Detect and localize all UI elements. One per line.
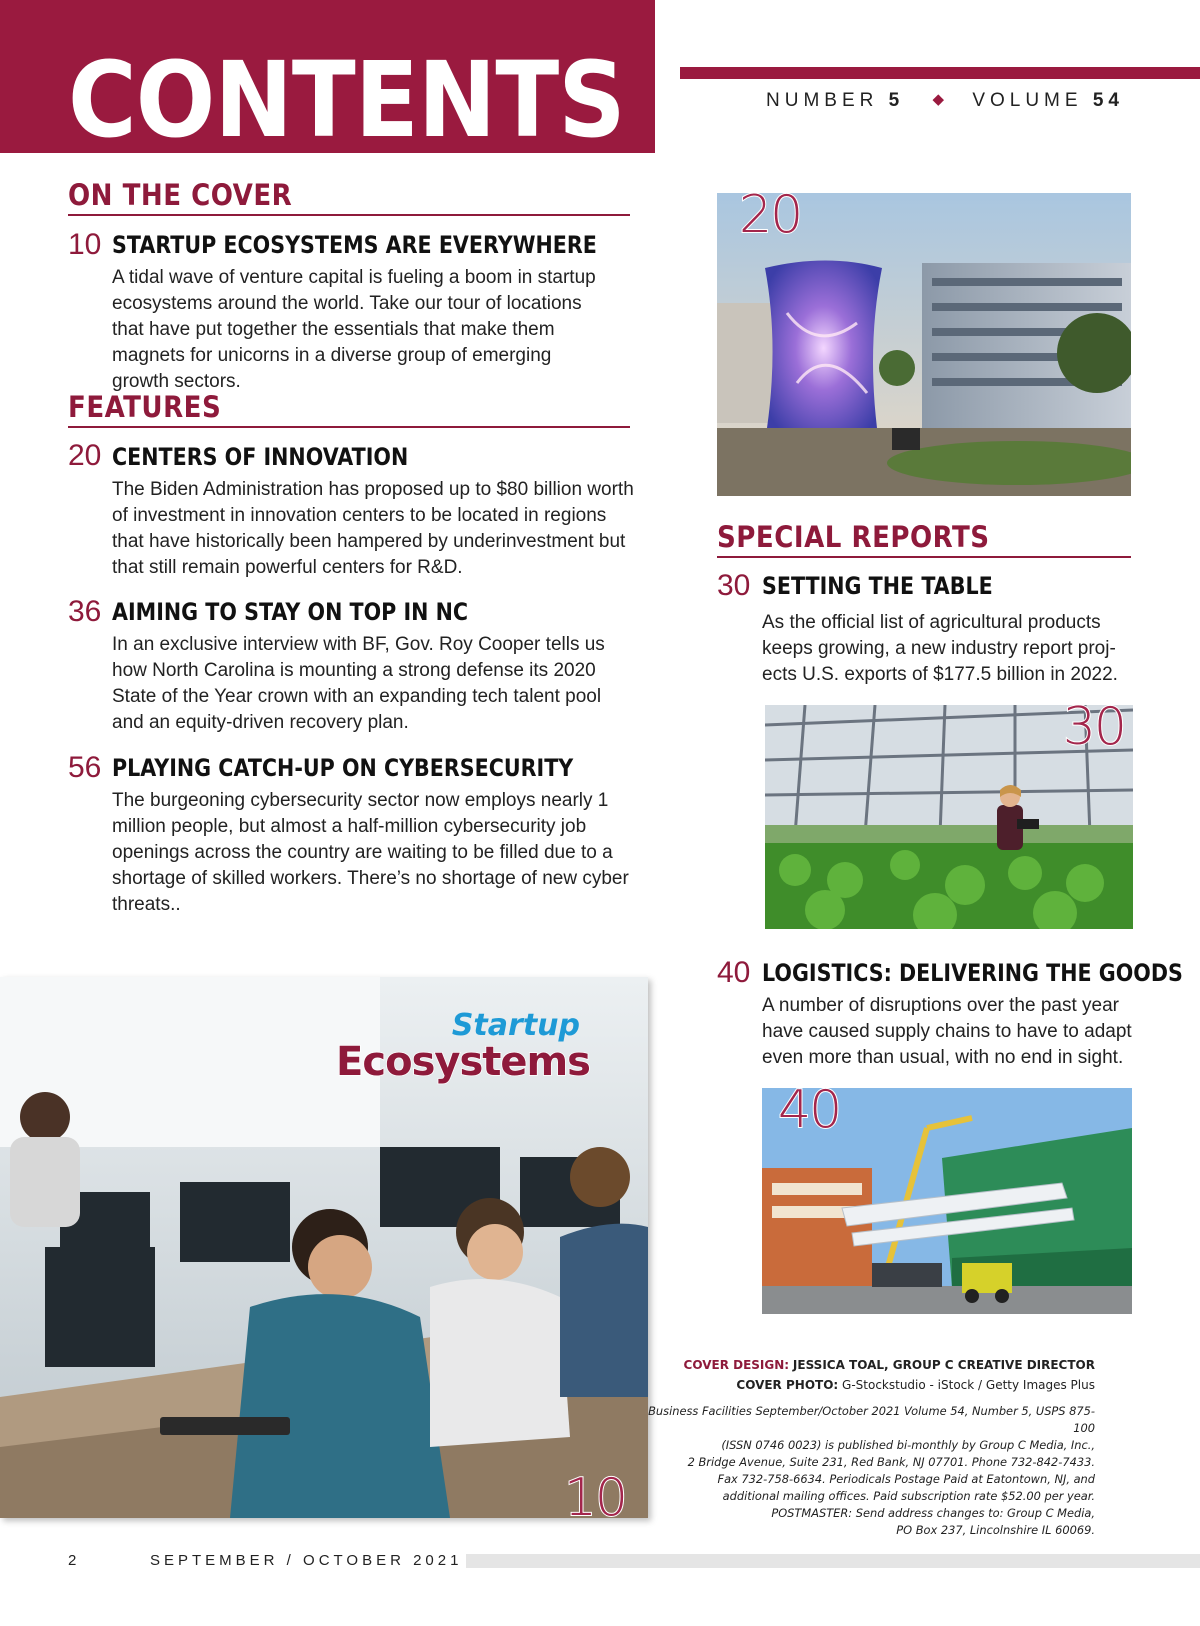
photo-page-number: 40 xyxy=(778,1088,841,1140)
cover-title-startup: Startup xyxy=(451,1008,580,1043)
header-banner xyxy=(0,0,655,153)
credits-block xyxy=(635,1355,1095,1539)
article-title[interactable]: CENTERS OF INNOVATION xyxy=(112,443,409,471)
page-title: CONTENTS xyxy=(68,39,625,153)
article-page-number: 36 xyxy=(68,595,102,628)
section-heading-features: FEATURES xyxy=(68,392,630,428)
cover-design-label: COVER DESIGN: xyxy=(683,1358,790,1372)
article-description: A number of disruptions over the past year have caused supply chains to have to adapt even more than usual, with no end in sight. xyxy=(762,995,1132,1068)
imprint-line: Business Facilities September/October 2021 Volume 54, Number 5, USPS 875-100 xyxy=(648,1404,1095,1435)
article-page-number: 10 xyxy=(68,228,102,261)
cover-photo-label: COVER PHOTO: xyxy=(736,1378,839,1392)
article-description: A tidal wave of venture capital is fueling a boom in startup ecosystems around the world. Take our tour of locations that have put together the essentials that make them magnets for unicorns in a diverse group of emerging growth sectors. xyxy=(112,267,596,392)
cover-image xyxy=(0,977,648,1518)
section-heading-special-reports: SPECIAL REPORTS xyxy=(717,522,1131,558)
cover-design-name: JESSICA TOAL, GROUP C CREATIVE DIRECTOR xyxy=(792,1358,1095,1372)
article-description: In an exclusive interview with BF, Gov. Roy Cooper tells us how North Carolina is mounting a strong defense its 2020 State of the Year crown with an expanding tech talent pool and an equity-driven recovery plan. xyxy=(112,634,605,733)
imprint-line: PO Box 237, Lincolnshire IL 60069. xyxy=(896,1523,1095,1537)
photo-page-number: 20 xyxy=(739,193,802,245)
issue-date: SEPTEMBER / OCTOBER 2021 xyxy=(150,1552,463,1569)
article-title[interactable]: STARTUP ECOSYSTEMS ARE EVERYWHERE xyxy=(112,231,597,259)
imprint-line: additional mailing offices. Paid subscription rate $52.00 per year. xyxy=(722,1489,1095,1503)
photo-page-number: 10 xyxy=(563,1468,626,1518)
cover-photo-credit xyxy=(635,1375,1095,1395)
article-title[interactable]: PLAYING CATCH-UP ON CYBERSECURITY xyxy=(112,754,574,782)
header-rule xyxy=(680,67,1200,79)
page-number: 2 xyxy=(68,1552,77,1569)
article-description: As the official list of agricultural products keeps growing, a new industry report proj-ects U.S. exports of $177.5 billion in 2022. xyxy=(762,612,1118,685)
number-value: 5 xyxy=(888,90,905,111)
publication-imprint xyxy=(635,1403,1095,1539)
imprint-line: 2 Bridge Avenue, Suite 231, Red Bank, NJ 07701. Phone 732-842-7433. xyxy=(687,1455,1095,1469)
volume-label: VOLUME xyxy=(972,90,1083,111)
article-page-number: 20 xyxy=(68,439,102,472)
imprint-line: Fax 732-758-6634. Periodicals Postage Paid at Eatontown, NJ, and xyxy=(717,1472,1095,1486)
cover-title-ecosystems: Ecosystems xyxy=(336,1039,590,1085)
photo-innovation-center xyxy=(717,193,1131,496)
article-description: The Biden Administration has proposed up to $80 billion worth of investment in innovation centers to be located in regions that have historically been hampered by underinvestment but that still remain powerful centers for R&D. xyxy=(112,479,634,578)
article-page-number: 56 xyxy=(68,751,102,784)
article-description: The burgeoning cybersecurity sector now employs nearly 1 million people, but almost a half-million cybersecurity job openings across the country are waiting to be filled due to a shortage of skilled workers. There’s no shortage of new cyber threats.. xyxy=(112,790,629,915)
article-title[interactable]: LOGISTICS: DELIVERING THE GOODS xyxy=(762,959,1183,987)
imprint-line: POSTMASTER: Send address changes to: Group C Media, xyxy=(771,1506,1095,1520)
cover-design-credit xyxy=(635,1355,1095,1375)
photo-greenhouse xyxy=(765,705,1133,929)
cover-title xyxy=(0,1008,590,1085)
photo-port-logistics xyxy=(762,1088,1132,1314)
article-page-number: 30 xyxy=(717,569,751,602)
article-title[interactable]: AIMING TO STAY ON TOP IN NC xyxy=(112,598,469,626)
cover-photo-name: G-Stockstudio - iStock / Getty Images Plus xyxy=(842,1378,1095,1392)
article-title[interactable]: SETTING THE TABLE xyxy=(762,572,993,600)
article-page-number: 40 xyxy=(717,956,751,989)
issue-info xyxy=(700,90,1190,112)
diamond-icon: ◆ xyxy=(932,91,945,108)
section-heading-on-the-cover: ON THE COVER xyxy=(68,180,630,216)
photo-page-number: 30 xyxy=(1062,705,1125,757)
footer-bar xyxy=(466,1554,1200,1568)
volume-value: 54 xyxy=(1092,90,1124,111)
imprint-line: (ISSN 0746 0023) is published bi-monthly by Group C Media, Inc., xyxy=(721,1438,1095,1452)
number-label: NUMBER xyxy=(766,90,879,111)
